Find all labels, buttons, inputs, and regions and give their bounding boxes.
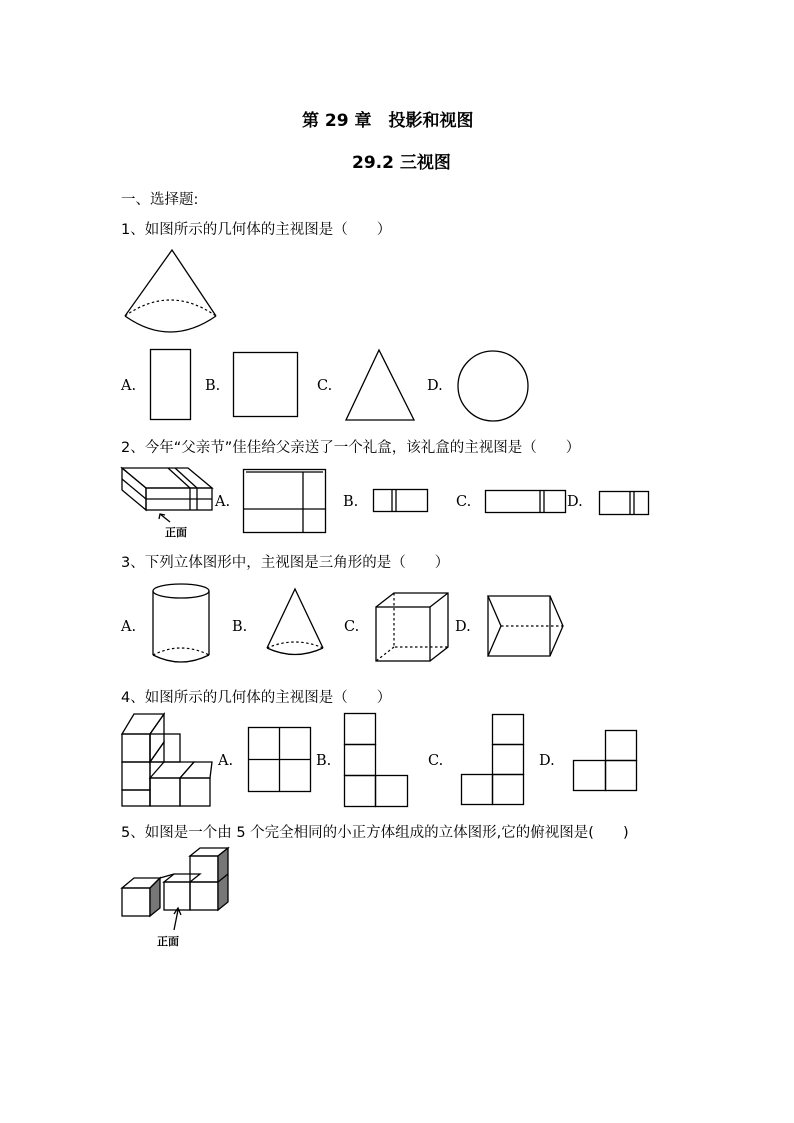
question-5 bbox=[121, 821, 629, 842]
question-3 bbox=[121, 551, 449, 572]
q3-option-d-prism[interactable] bbox=[486, 594, 566, 658]
q4-option-a-view[interactable] bbox=[248, 727, 312, 793]
q1-cone-figure bbox=[122, 244, 222, 340]
question-4-text: 如图所示的几何体的主视图是（ ） bbox=[144, 690, 392, 706]
q3-option-c-cube[interactable] bbox=[375, 592, 451, 664]
q3-option-a-cylinder[interactable] bbox=[152, 583, 212, 667]
question-2 bbox=[121, 436, 580, 457]
question-1-text: 如图所示的几何体的主视图是（ ） bbox=[144, 222, 392, 238]
section-label: 一、选择题: bbox=[121, 192, 199, 208]
q1-option-c-triangle[interactable] bbox=[344, 348, 416, 422]
q1-option-d-circle[interactable] bbox=[456, 349, 530, 423]
q2-option-d-label[interactable]: D. bbox=[567, 494, 583, 510]
section-title: 29.2 三视图 bbox=[352, 153, 451, 173]
question-5-number: 5、 bbox=[121, 825, 145, 841]
q1-option-c-label[interactable]: C. bbox=[317, 378, 333, 394]
q4-option-d-label[interactable]: D. bbox=[539, 753, 555, 769]
question-2-number: 2、 bbox=[121, 440, 145, 456]
q1-option-a-label[interactable]: A. bbox=[121, 378, 137, 394]
q4-solid-figure bbox=[120, 712, 215, 808]
q2-option-b-label[interactable]: B. bbox=[343, 494, 359, 510]
question-1-number: 1、 bbox=[121, 222, 145, 238]
q4-option-b-label[interactable]: B. bbox=[316, 753, 332, 769]
q2-option-c-view[interactable] bbox=[485, 490, 567, 514]
question-3-number: 3、 bbox=[121, 555, 145, 571]
q3-option-d-label[interactable]: D. bbox=[455, 619, 471, 635]
question-2-text: 今年“父亲节”佳佳给父亲送了一个礼盒，该礼盒的主视图是（ ） bbox=[144, 440, 581, 456]
q1-option-d-label[interactable]: D. bbox=[427, 378, 443, 394]
q3-option-c-label[interactable]: C. bbox=[344, 619, 360, 635]
q1-option-b-label[interactable]: B. bbox=[205, 378, 221, 394]
q3-option-a-label[interactable]: A. bbox=[121, 619, 137, 635]
question-5-text: 如图是一个由 5 个完全相同的小正方体组成的立体图形,它的俯视图是( ) bbox=[144, 825, 629, 841]
q3-option-b-label[interactable]: B. bbox=[232, 619, 248, 635]
q4-option-c-label[interactable]: C. bbox=[428, 753, 444, 769]
q5-front-label: 正面 bbox=[157, 935, 179, 948]
q2-option-b-view[interactable] bbox=[373, 489, 429, 513]
q1-option-a-rectangle[interactable] bbox=[150, 349, 192, 421]
question-1 bbox=[121, 218, 391, 239]
q2-option-d-view[interactable] bbox=[599, 491, 650, 516]
question-4-number: 4、 bbox=[121, 690, 145, 706]
q3-option-b-cone[interactable] bbox=[265, 586, 327, 664]
q1-option-b-square[interactable] bbox=[233, 352, 299, 418]
q2-gift-box-figure bbox=[120, 464, 215, 539]
q5-cubes-figure bbox=[120, 844, 235, 952]
q2-option-a-view[interactable] bbox=[243, 469, 327, 534]
q2-front-label: 正面 bbox=[165, 526, 187, 539]
chapter-title: 第 29 章 投影和视图 bbox=[302, 111, 474, 131]
question-4 bbox=[121, 686, 391, 707]
q4-option-a-label[interactable]: A. bbox=[218, 753, 234, 769]
q4-option-b-view[interactable] bbox=[344, 713, 410, 807]
q2-option-c-label[interactable]: C. bbox=[456, 494, 472, 510]
q2-option-a-label[interactable]: A. bbox=[215, 494, 231, 510]
q4-option-d-view[interactable] bbox=[573, 730, 639, 792]
question-3-text: 下列立体图形中，主视图是三角形的是（ ） bbox=[144, 555, 450, 571]
q4-option-c-view[interactable] bbox=[461, 714, 525, 806]
